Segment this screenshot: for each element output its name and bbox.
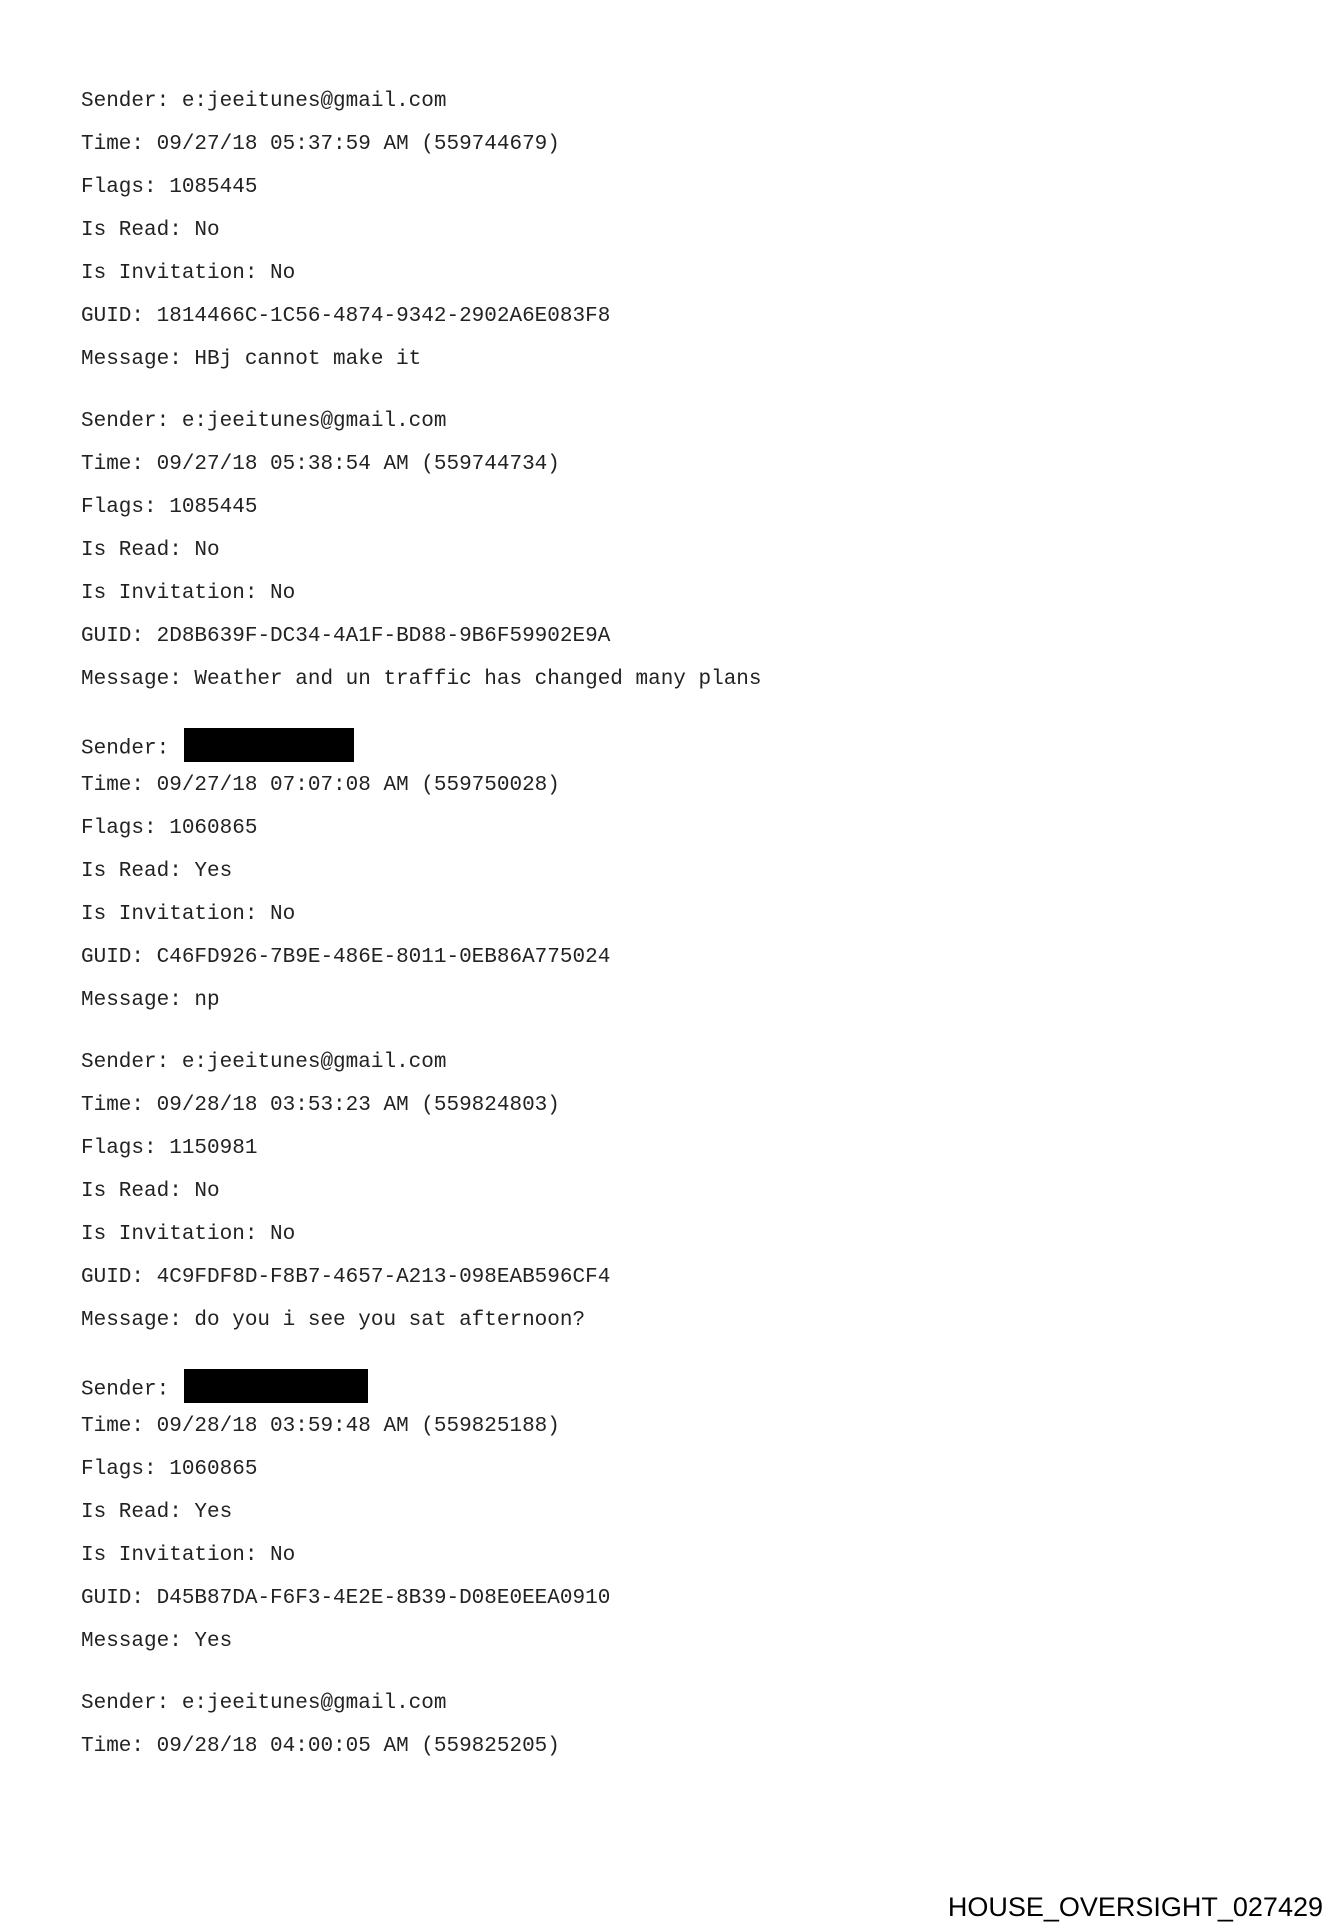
time-label: Time: — [81, 453, 157, 476]
record-2-flags-line — [81, 496, 257, 520]
guid-label: GUID: — [81, 625, 157, 648]
bates-number: HOUSE_OVERSIGHT_027429 — [947, 1892, 1323, 1922]
sender-label: Sender: — [81, 1051, 182, 1074]
record-3-sender-line — [81, 731, 354, 765]
flags-value: 1085445 — [169, 176, 258, 199]
guid-value: 2D8B639F-DC34-4A1F-BD88-9B6F59902E9A — [156, 625, 611, 648]
record-3-guid-line — [81, 946, 610, 970]
message-label: Message: — [81, 1630, 195, 1653]
is-read-label: Is Read: — [81, 1501, 195, 1524]
guid-value: 4C9FDF8D-F8B7-4657-A213-098EAB596CF4 — [156, 1266, 611, 1289]
is-read-label: Is Read: — [81, 539, 195, 562]
message-value: Weather and un traffic has changed many plans — [194, 668, 762, 691]
record-3-is-invitation-line — [81, 903, 295, 927]
redaction-box — [184, 728, 354, 762]
flags-value: 1085445 — [169, 496, 258, 519]
time-label: Time: — [81, 133, 157, 156]
record-2-time-line — [81, 453, 560, 477]
record-1-is-invitation-line — [81, 262, 295, 286]
time-label: Time: — [81, 1415, 157, 1438]
sender-value: e:jeeitunes@gmail.com — [181, 90, 447, 113]
record-5-is-invitation-line — [81, 1544, 295, 1568]
record-4-is-invitation-line — [81, 1223, 295, 1247]
is-invitation-label: Is Invitation: — [81, 262, 271, 285]
redaction-box — [184, 1369, 368, 1403]
flags-value: 1150981 — [169, 1137, 258, 1160]
is-invitation-label: Is Invitation: — [81, 903, 271, 926]
record-3-is-read-line — [81, 860, 232, 884]
message-label: Message: — [81, 1309, 195, 1332]
is-read-value: No — [194, 219, 220, 242]
flags-value: 1060865 — [169, 817, 258, 840]
guid-label: GUID: — [81, 1266, 157, 1289]
flags-label: Flags: — [81, 176, 170, 199]
message-value: HBj cannot make it — [194, 348, 422, 371]
flags-label: Flags: — [81, 1137, 170, 1160]
is-read-label: Is Read: — [81, 1180, 195, 1203]
is-invitation-value: No — [270, 262, 296, 285]
record-5-sender-line — [81, 1372, 368, 1406]
record-2-is-read-line — [81, 539, 220, 563]
message-label: Message: — [81, 989, 195, 1012]
is-read-label: Is Read: — [81, 219, 195, 242]
is-invitation-label: Is Invitation: — [81, 1223, 271, 1246]
time-label: Time: — [81, 1735, 157, 1758]
message-label: Message: — [81, 348, 195, 371]
guid-value: 1814466C-1C56-4874-9342-2902A6E083F8 — [156, 305, 611, 328]
sender-label: Sender: — [81, 737, 182, 761]
is-read-label: Is Read: — [81, 860, 195, 883]
record-1-is-read-line — [81, 219, 220, 243]
sender-label: Sender: — [81, 90, 182, 113]
record-4-is-read-line — [81, 1180, 220, 1204]
message-value: Yes — [194, 1630, 233, 1653]
message-value: np — [194, 989, 220, 1012]
flags-value: 1060865 — [169, 1458, 258, 1481]
record-5-guid-line — [81, 1587, 610, 1611]
time-value: 09/27/18 05:37:59 AM (559744679) — [156, 133, 560, 156]
record-1-message-line — [81, 348, 421, 372]
record-3-time-line — [81, 774, 560, 798]
is-invitation-value: No — [270, 1544, 296, 1567]
record-6-sender-line — [81, 1692, 446, 1716]
record-6-time-line — [81, 1735, 560, 1759]
record-1-guid-line — [81, 305, 610, 329]
record-3-message-line — [81, 989, 220, 1013]
record-4-guid-line — [81, 1266, 610, 1290]
time-label: Time: — [81, 1094, 157, 1117]
sender-value: e:jeeitunes@gmail.com — [181, 1692, 447, 1715]
record-1-flags-line — [81, 176, 257, 200]
time-value: 09/28/18 04:00:05 AM (559825205) — [156, 1735, 560, 1758]
record-2-is-invitation-line — [81, 582, 295, 606]
record-1-sender-line — [81, 90, 446, 114]
record-5-time-line — [81, 1415, 560, 1439]
is-invitation-value: No — [270, 903, 296, 926]
message-label: Message: — [81, 668, 195, 691]
sender-value: e:jeeitunes@gmail.com — [181, 1051, 447, 1074]
sender-label: Sender: — [81, 410, 182, 433]
is-read-value: Yes — [194, 1501, 233, 1524]
time-value: 09/27/18 05:38:54 AM (559744734) — [156, 453, 560, 476]
is-read-value: No — [194, 1180, 220, 1203]
is-read-value: Yes — [194, 860, 233, 883]
record-2-sender-line — [81, 410, 446, 434]
record-5-message-line — [81, 1630, 232, 1654]
is-invitation-label: Is Invitation: — [81, 582, 271, 605]
record-2-guid-line — [81, 625, 610, 649]
sender-label: Sender: — [81, 1692, 182, 1715]
is-invitation-label: Is Invitation: — [81, 1544, 271, 1567]
time-value: 09/27/18 07:07:08 AM (559750028) — [156, 774, 560, 797]
flags-label: Flags: — [81, 817, 170, 840]
time-value: 09/28/18 03:59:48 AM (559825188) — [156, 1415, 560, 1438]
guid-value: D45B87DA-F6F3-4E2E-8B39-D08E0EEA0910 — [156, 1587, 611, 1610]
sender-label: Sender: — [81, 1378, 182, 1402]
record-2-message-line — [81, 668, 762, 692]
is-invitation-value: No — [270, 582, 296, 605]
record-4-message-line — [81, 1309, 585, 1333]
guid-label: GUID: — [81, 946, 157, 969]
guid-label: GUID: — [81, 305, 157, 328]
record-3-flags-line — [81, 817, 257, 841]
guid-value: C46FD926-7B9E-486E-8011-0EB86A775024 — [156, 946, 611, 969]
record-4-flags-line — [81, 1137, 257, 1161]
time-value: 09/28/18 03:53:23 AM (559824803) — [156, 1094, 560, 1117]
flags-label: Flags: — [81, 1458, 170, 1481]
record-4-time-line — [81, 1094, 560, 1118]
time-label: Time: — [81, 774, 157, 797]
guid-label: GUID: — [81, 1587, 157, 1610]
record-1-time-line — [81, 133, 560, 157]
flags-label: Flags: — [81, 496, 170, 519]
record-5-is-read-line — [81, 1501, 232, 1525]
is-invitation-value: No — [270, 1223, 296, 1246]
record-5-flags-line — [81, 1458, 257, 1482]
sender-value: e:jeeitunes@gmail.com — [181, 410, 447, 433]
message-value: do you i see you sat afternoon? — [194, 1309, 586, 1332]
record-4-sender-line — [81, 1051, 446, 1075]
is-read-value: No — [194, 539, 220, 562]
